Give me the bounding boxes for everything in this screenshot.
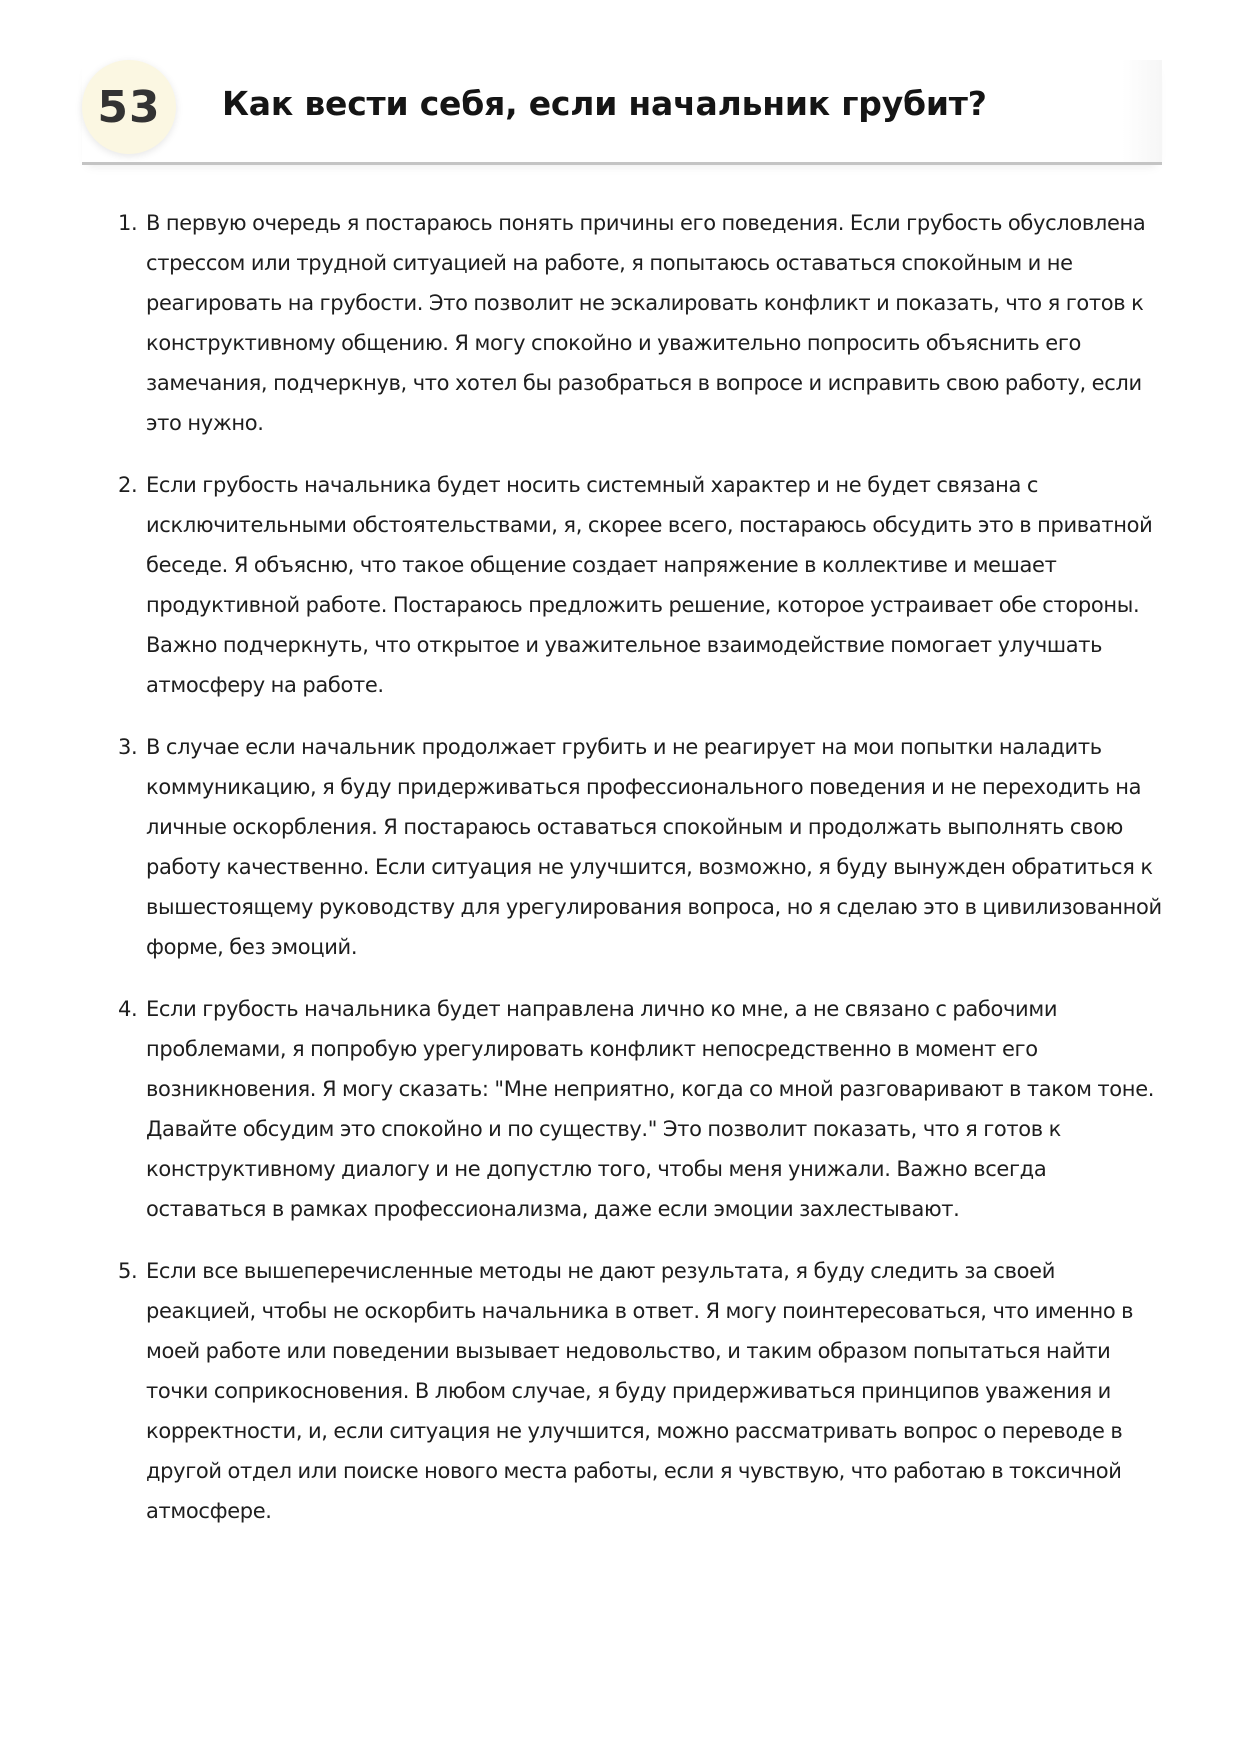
answer-item-2 [118, 465, 1168, 705]
question-header [82, 60, 1162, 165]
answer-text: В первую очередь я постараюсь понять причины его поведения. Если грубость обусловлена стрессом или трудной ситуацией на работе, я попытаюсь оставаться спокойным и не реагировать на грубости. Это позволит не эскалировать конфликт и показать, что я готов к конструктивному общению. Я могу спокойно и уважительно попросить объяснить его замечания, подчеркнув, что хотел бы разобраться в вопросе и исправить свою работу, если это нужно. [146, 211, 1146, 435]
answer-text: Если все вышеперечисленные методы не дают результата, я буду следить за своей реакцией, чтобы не оскорбить начальника в ответ. Я могу поинтересоваться, что именно в моей работе или поведении вызывает недовольство, и таким образом попытаться найти точки соприкосновения. В любом случае, я буду придерживаться принципов уважения и корректности, и, если ситуация не улучшится, можно рассматривать вопрос о переводе в другой отдел или поиске нового места работы, если я чувствую, что работаю в токсичной атмосфере. [146, 1259, 1134, 1523]
answer-text: Если грубость начальника будет носить системный характер и не будет связана с исключительными обстоятельствами, я, скорее всего, постараюсь обсудить это в приватной беседе. Я объясню, что такое общение создает напряжение в коллективе и мешает продуктивной работе. Постараюсь предложить решение, которое устраивает обе стороны. Важно подчеркнуть, что открытое и уважительное взаимодействие помогает улучшать атмосферу на работе. [146, 473, 1153, 697]
answer-item-4 [118, 989, 1168, 1229]
question-title: Как вести себя, если начальник грубит? [222, 84, 987, 123]
answer-item-5 [118, 1251, 1168, 1531]
header-shade [1122, 60, 1162, 162]
answer-number: 3. [118, 735, 138, 759]
answer-list [118, 203, 1168, 1553]
answer-number: 4. [118, 997, 138, 1021]
answer-item-3 [118, 727, 1168, 967]
question-number-badge: 53 [82, 60, 176, 154]
answer-text: Если грубость начальника будет направлена лично ко мне, а не связано с рабочими проблемами, я попробую урегулировать конфликт непосредственно в момент его возникновения. Я могу сказать: "Мне неприятно, когда со мной разговаривают в таком тоне. Давайте обсудим это спокойно и по существу." Это позволит показать, что я готов к конструктивному диалогу и не допустлю того, чтобы меня унижали. Важно всегда оставаться в рамках профессионализма, даже если эмоции захлестывают. [146, 997, 1155, 1221]
answer-item-1 [118, 203, 1168, 443]
answer-number: 5. [118, 1259, 138, 1283]
answer-number: 1. [118, 211, 138, 235]
answer-number: 2. [118, 473, 138, 497]
answer-text: В случае если начальник продолжает грубить и не реагирует на мои попытки наладить коммуникацию, я буду придерживаться профессионального поведения и не переходить на личные оскорбления. Я постараюсь оставаться спокойным и продолжать выполнять свою работу качественно. Если ситуация не улучшится, возможно, я буду вынужден обратиться к вышестоящему руководству для урегулирования вопроса, но я сделаю это в цивилизованной форме, без эмоций. [146, 735, 1162, 959]
